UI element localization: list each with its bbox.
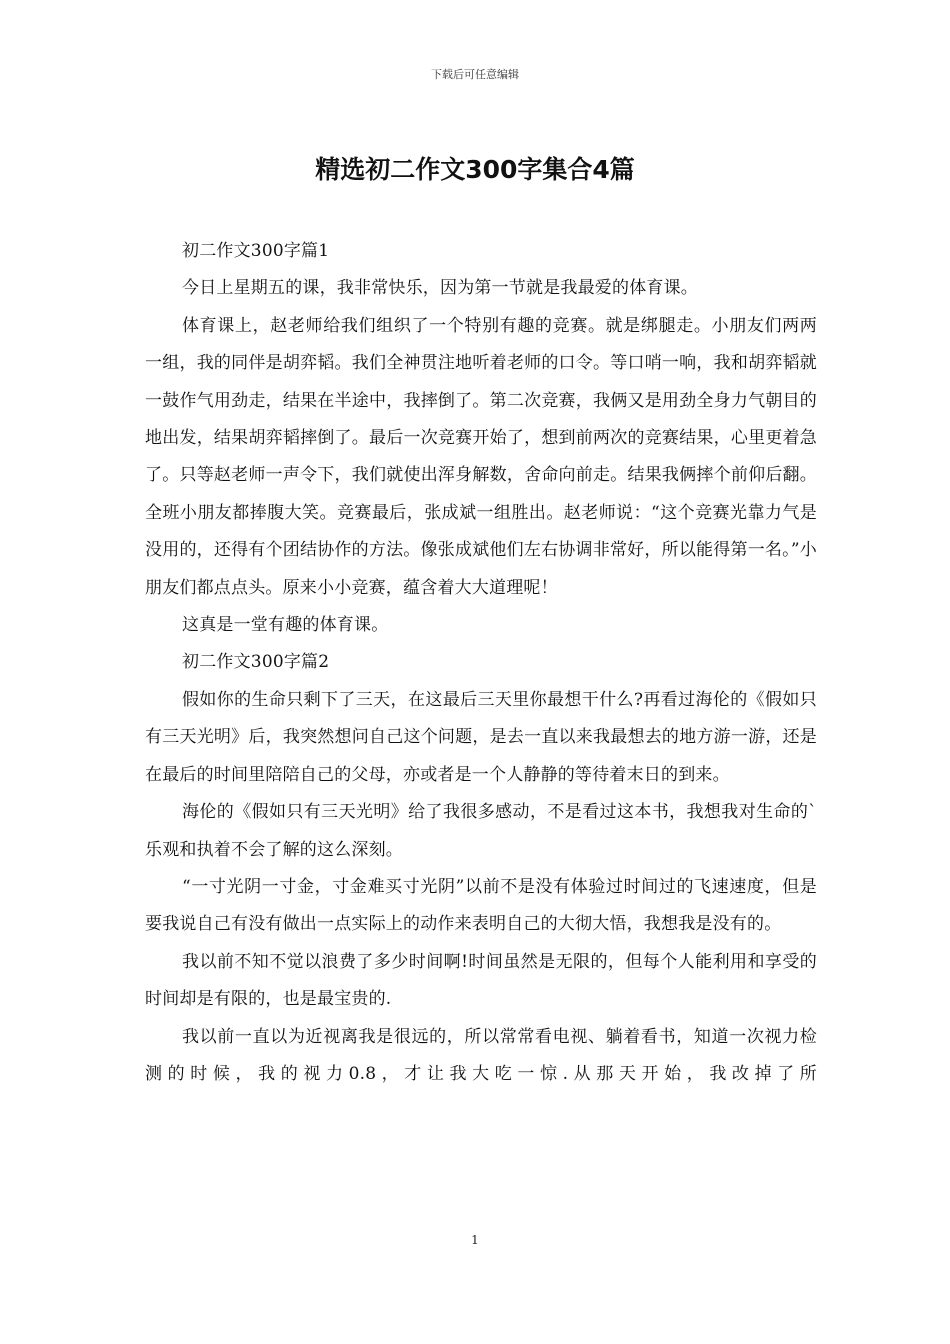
paragraph: “一寸光阴一寸金，寸金难买寸光阴”以前不是没有体验过时间过的飞速速度，但是要我说自己有没有做出一点实际上的动作来表明自己的大彻大悟，我想我是没有的。 bbox=[145, 876, 817, 935]
section-heading-1: 初二作文300字篇1 bbox=[182, 241, 330, 261]
paragraph: 假如你的生命只剩下了三天，在这最后三天里你最想干什么?再看过海伦的《假如只有三天光明》后，我突然想问自己这个问题，是去一直以来我最想去的地方游一游，还是在最后的时间里陪陪自己的父母，亦或者是一个人静静的等待着末日的到来。 bbox=[145, 689, 817, 785]
document-body bbox=[145, 233, 817, 1093]
paragraph: 今日上星期五的课，我非常快乐，因为第一节就是我最爱的体育课。 bbox=[182, 278, 698, 299]
paragraph: 这真是一堂有趣的体育课。 bbox=[182, 615, 389, 636]
paragraph: 体育课上，赵老师给我们组织了一个特别有趣的竞赛。就是绑腿走。小朋友们两两一组，我的同伴是胡弈韬。我们全神贯注地听着老师的口令。等口哨一响，我和胡弈韬就一鼓作气用劲走，结果在半途中，我摔倒了。第二次竞赛，我俩又是用劲全身力气朝目的地出发，结果胡弈韬摔倒了。最后一次竞赛开始了，想到前两次的竞赛结果，心里更着急了。只等赵老师一声令下，我们就使出浑身解数，舍命向前走。结果我俩摔个前仰后翻。全班小朋友都捧腹大笑。竞赛最后，张成斌一组胜出。赵老师说：“这个竞赛光靠力气是没用的，还得有个团结协作的方法。像张成斌他们左右协调非常好，所以能得第一名。”小朋友们都点点头。原来小小竞赛，蕴含着大大道理呢！ bbox=[145, 315, 817, 598]
paragraph: 我以前不知不觉以浪费了多少时间啊!时间虽然是无限的，但每个人能利用和享受的时间却是有限的，也是最宝贵的. bbox=[145, 951, 817, 1010]
document-title: 精选初二作文300字集合4篇 bbox=[315, 155, 635, 184]
paragraph: 海伦的《假如只有三天光明》给了我很多感动，不是看过这本书，我想我对生命的`乐观和执着不会了解的这么深刻。 bbox=[145, 802, 817, 860]
page-number: 1 bbox=[471, 1233, 479, 1247]
header-note: 下载后可任意编辑 bbox=[431, 68, 519, 81]
paragraph: 我以前一直以为近视离我是很远的，所以常常看电视、躺着看书，知道一次视力检测的时候，我的视力0.8，才让我大吃一惊.从那天开始，我改掉了所 bbox=[145, 1026, 817, 1084]
section-heading-2: 初二作文300字篇2 bbox=[182, 652, 330, 673]
